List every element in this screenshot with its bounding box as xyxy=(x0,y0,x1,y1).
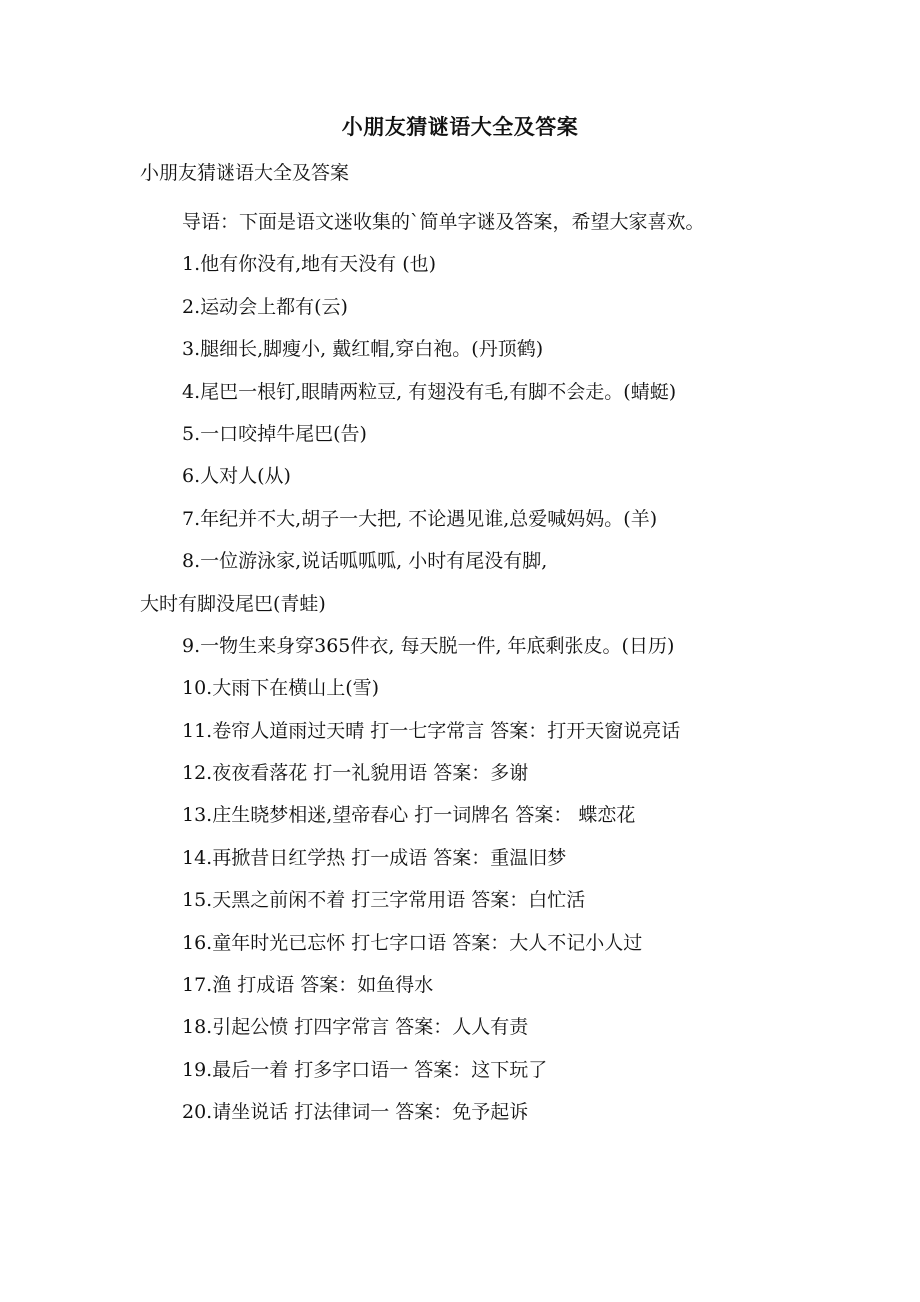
paragraph: 13.庄生晓梦相迷,望帝春心 打一词牌名 答案： 蝶恋花 xyxy=(182,804,636,827)
paragraph: 3.腿细长,脚瘦小, 戴红帽,穿白袍。(丹顶鹤) xyxy=(182,338,544,361)
paragraph: 20.请坐说话 打法律词一 答案：免予起诉 xyxy=(182,1101,529,1124)
paragraph: 大时有脚没尾巴(青蛙) xyxy=(140,592,326,615)
paragraph: 1.他有你没有,地有天没有 (也) xyxy=(182,253,437,276)
paragraph: 11.卷帘人道雨过天晴 打一七字常言 答案：打开天窗说亮话 xyxy=(182,719,681,742)
paragraph: 4.尾巴一根钉,眼睛两粒豆, 有翅没有毛,有脚不会走。(蜻蜓) xyxy=(182,380,677,403)
paragraph: 7.年纪并不大,胡子一大把, 不论遇见谁,总爱喊妈妈。(羊) xyxy=(182,507,658,530)
document-title: 小朋友猜谜语大全及答案 xyxy=(341,114,579,139)
paragraph: 8.一位游泳家,说话呱呱呱, 小时有尾没有脚, xyxy=(182,550,548,573)
paragraph: 2.运动会上都有(云) xyxy=(182,295,348,318)
paragraph: 17.渔 打成语 答案：如鱼得水 xyxy=(182,974,434,997)
paragraph: 导语：下面是语文迷收集的`简单字谜及答案，希望大家喜欢。 xyxy=(182,211,705,233)
document-body xyxy=(140,201,780,1134)
paragraph: 14.再掀昔日红学热 打一成语 答案：重温旧梦 xyxy=(182,846,567,869)
document-subtitle: 小朋友猜谜语大全及答案 xyxy=(140,162,350,184)
paragraph: 15.天黑之前闲不着 打三字常用语 答案：白忙活 xyxy=(182,889,586,912)
paragraph: 5.一口咬掉牛尾巴(告) xyxy=(182,422,367,445)
paragraph: 10.大雨下在横山上(雪) xyxy=(182,677,380,700)
paragraph: 6.人对人(从) xyxy=(182,465,291,488)
paragraph: 18.引起公愤 打四字常言 答案：人人有责 xyxy=(182,1016,529,1039)
paragraph: 12.夜夜看落花 打一礼貌用语 答案：多谢 xyxy=(182,762,529,785)
paragraph: 19.最后一着 打多字口语一 答案：这下玩了 xyxy=(182,1058,548,1081)
paragraph: 16.童年时光已忘怀 打七字口语 答案：大人不记小人过 xyxy=(182,931,643,954)
paragraph: 9.一物生来身穿365件衣, 每天脱一件, 年底剩张皮。(日历) xyxy=(182,634,675,657)
